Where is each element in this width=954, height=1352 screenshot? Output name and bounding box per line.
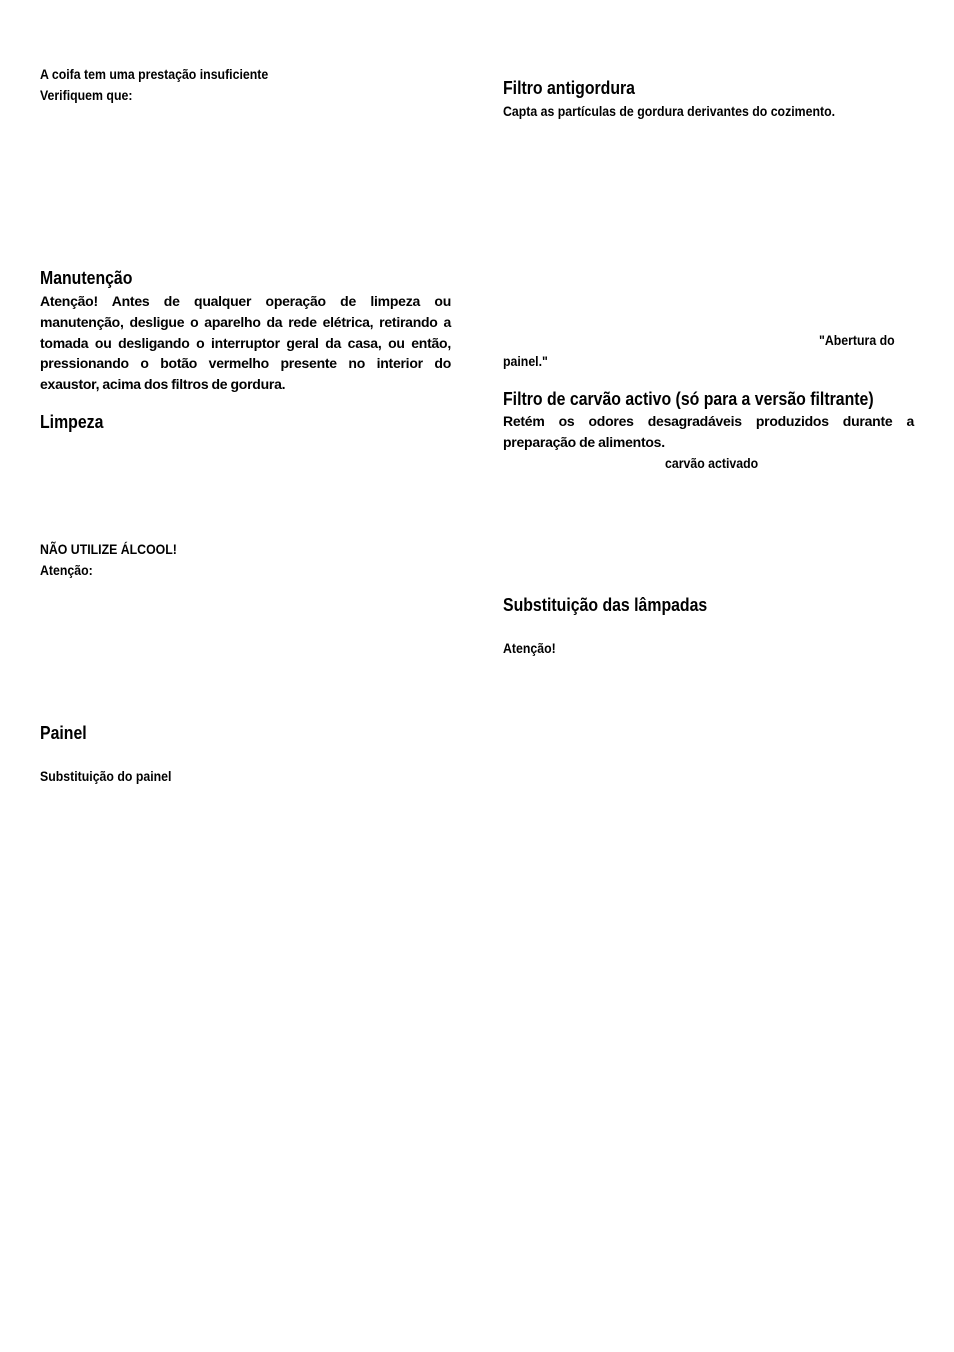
lamps-attention: Atenção! xyxy=(503,640,556,656)
no-alcohol-warning: NÃO UTILIZE ÁLCOOL! xyxy=(40,541,177,557)
performance-check: Verifiquem que: xyxy=(40,87,133,103)
panel-replacement: Substituição do painel xyxy=(40,768,172,784)
cleaning-heading: Limpeza xyxy=(40,412,104,432)
panel-opening-quote: "Abertura do xyxy=(819,332,895,348)
lamps-heading: Substituição das lâmpadas xyxy=(503,595,708,615)
grease-filter-text: Capta as partículas de gordura derivantes do cozimento. xyxy=(503,103,836,119)
maintenance-warning: Atenção! Antes de qualquer operação de limpeza ou manutenção, desligue o aparelho da rede elétrica, retirando a tomada ou desligando o interruptor geral da casa, ou então, pressionando o botão vermelho presente no interior do exaustor, acima dos filtros de gordura. xyxy=(40,293,451,393)
grease-filter-heading: Filtro antigordura xyxy=(503,78,635,98)
maintenance-heading: Manutenção xyxy=(40,268,133,288)
attention-label: Atenção: xyxy=(40,562,93,578)
carbon-activated: carvão activado xyxy=(665,455,759,471)
panel-opening-quote-end: painel." xyxy=(503,353,548,369)
carbon-filter-heading: Filtro de carvão activo (só para a versão filtrante) xyxy=(503,389,874,409)
carbon-filter-text: Retém os odores desagradáveis produzidos durante a preparação de alimentos. xyxy=(503,413,914,450)
panel-heading: Painel xyxy=(40,723,87,743)
performance-title: A coifa tem uma prestação insuficiente xyxy=(40,66,269,82)
